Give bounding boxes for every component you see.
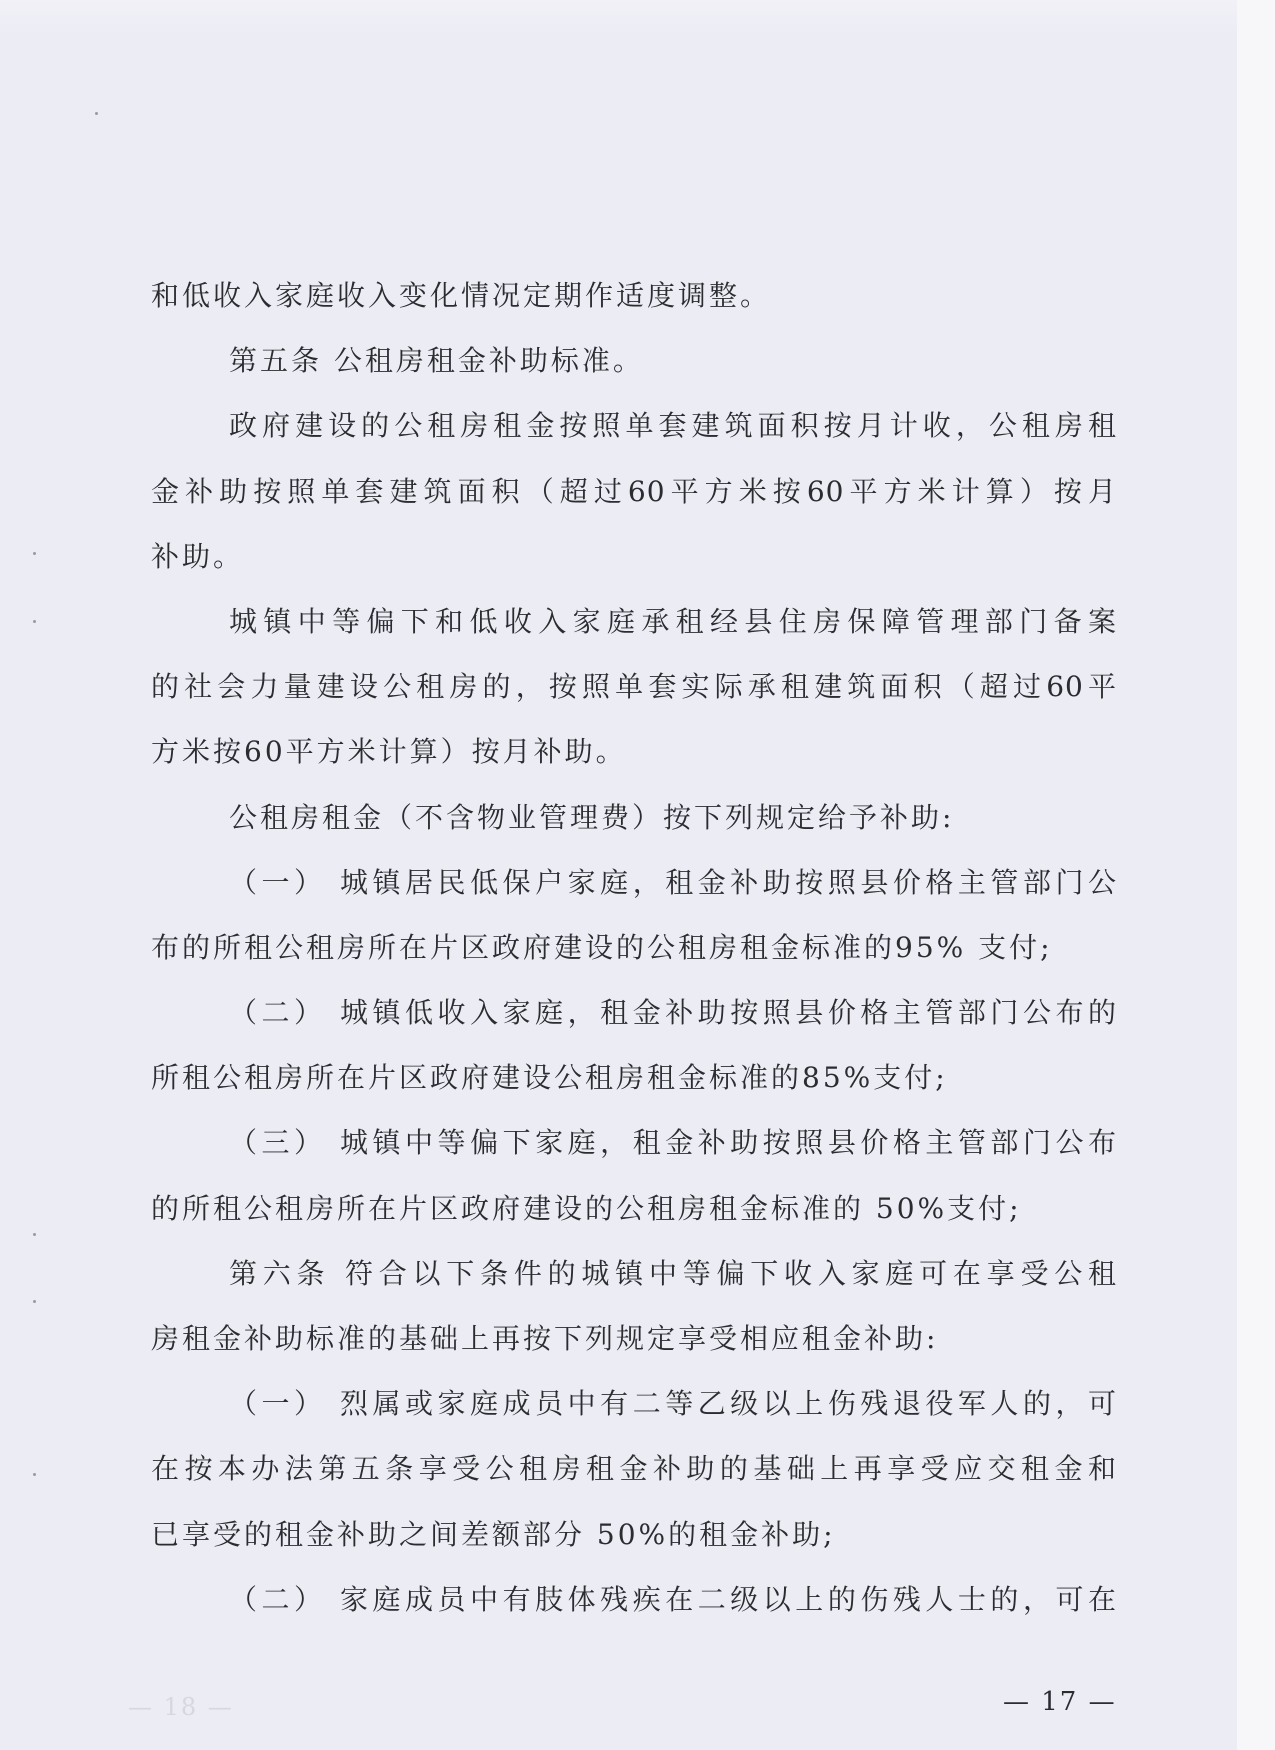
bleed-through-page-number: — 18 — [128, 1693, 234, 1721]
text-line: 在按本办法第五条享受公租房租金补助的基础上再享受应交租金和 [151, 1452, 1117, 1486]
text-line: 方米按60平方米计算）按月补助。 [151, 735, 627, 769]
text-line: 房租金补助标准的基础上再按下列规定享受相应租金补助: [151, 1322, 939, 1355]
text-line: 金补助按照单套建筑面积（超过60平方米按60平方米计算）按月 [151, 474, 1117, 508]
text-line: 和低收入家庭收入变化情况定期作适度调整。 [151, 279, 772, 312]
text-line: 已享受的租金补助之间差额部分 50%的租金补助; [151, 1517, 836, 1551]
list-item: （三） 城镇中等偏下家庭，租金补助按照县价格主管部门公布 [229, 1126, 1117, 1160]
article-heading: 第五条 公租房租金补助标准。 [229, 344, 644, 378]
list-item: （一） 烈属或家庭成员中有二等乙级以上伤残退役军人的，可 [229, 1387, 1117, 1421]
text-line: 布的所租公租房所在片区政府建设的公租房租金标准的95% 支付; [151, 930, 1053, 964]
text-line: 的所租公租房所在片区政府建设的公租房租金标准的 50%支付; [151, 1191, 1022, 1225]
scan-mark [33, 1233, 36, 1236]
text-line: 补助。 [151, 539, 245, 573]
page-number: — 17 — [1003, 1687, 1117, 1717]
text-line: 的社会力量建设公租房的，按照单套实际承租建筑面积（超过60平 [151, 670, 1117, 704]
text-line: 城镇中等偏下和低收入家庭承租经县住房保障管理部门备案 [229, 604, 1117, 638]
page-right-edge [1237, 0, 1275, 1750]
page-top-edge [0, 0, 1237, 40]
scan-mark [33, 1473, 36, 1476]
scan-mark [95, 112, 98, 115]
scan-mark [33, 620, 36, 623]
body-text [151, 263, 1117, 1632]
list-item: （一） 城镇居民低保户家庭，租金补助按照县价格主管部门公 [229, 865, 1117, 899]
text-line: 所租公租房所在片区政府建设公租房租金标准的85%支付; [151, 1061, 948, 1095]
scan-mark [33, 1300, 36, 1303]
list-item: （二） 城镇低收入家庭，租金补助按照县价格主管部门公布的 [229, 996, 1117, 1030]
scan-mark [33, 552, 36, 555]
text-line: 政府建设的公租房租金按照单套建筑面积按月计收，公租房租 [229, 409, 1117, 443]
text-line: 公租房租金（不含物业管理费）按下列规定给予补助: [229, 800, 955, 834]
list-item: （二） 家庭成员中有肢体残疾在二级以上的伤残人士的，可在 [229, 1582, 1117, 1616]
article-heading: 第六条 符合以下条件的城镇中等偏下收入家庭可在享受公租 [229, 1256, 1117, 1290]
